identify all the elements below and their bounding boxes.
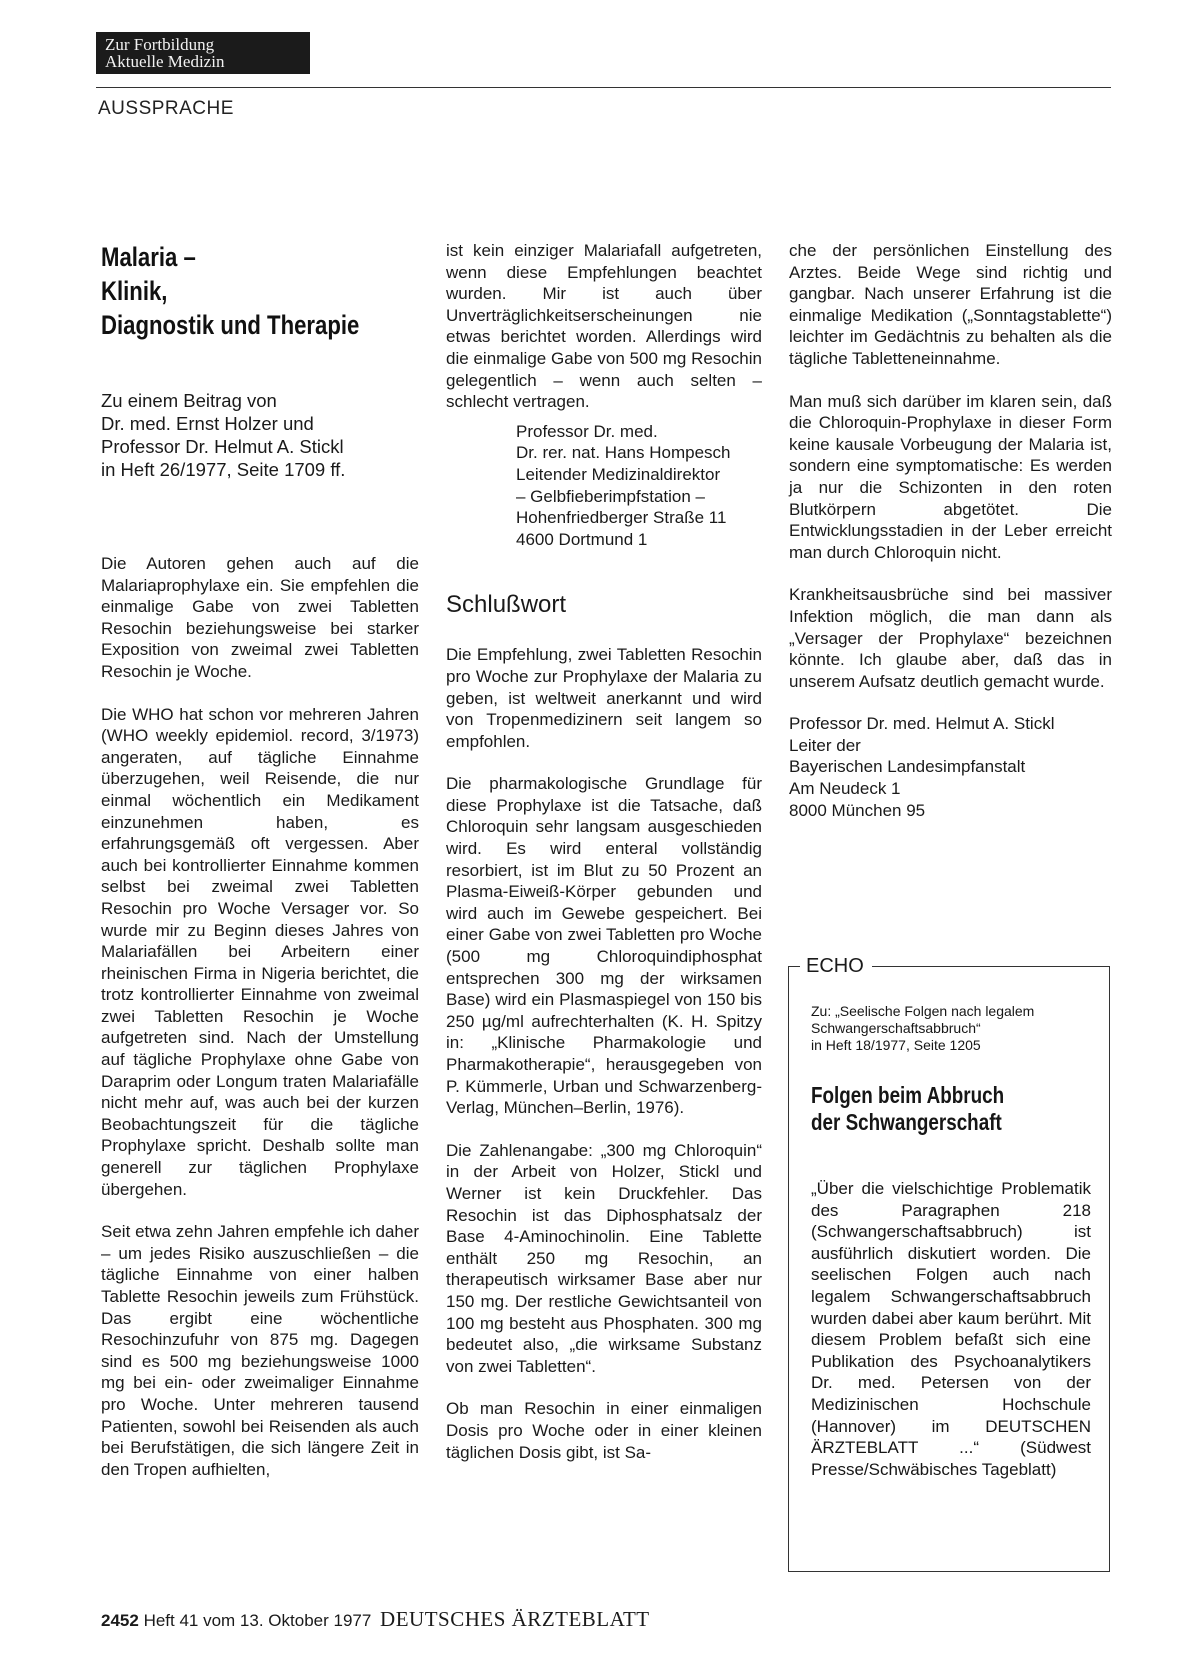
- paragraph: Die Autoren gehen auch auf die Malariaprophylaxe ein. Sie empfehlen die einmalige Gabe von zwei Tabletten Resochin beziehungsweise bei starker Exposition von zweimal zwei Tabletten Resochin je Woche.: [101, 554, 419, 681]
- echo-box-top-rule: [788, 966, 800, 967]
- author-signature: [516, 421, 762, 551]
- issue-info: Heft 41 vom 13. Oktober 1977: [143, 1611, 372, 1630]
- echo-reference-line: in Heft 18/1977, Seite 1205: [811, 1037, 981, 1053]
- reply-heading: Schlußwort: [446, 591, 567, 619]
- signature-line: Leitender Medizinaldirektor: [516, 464, 721, 484]
- signature-line: 4600 Dortmund 1: [516, 529, 648, 549]
- reference-line: in Heft 26/1977, Seite 1709 ff.: [101, 459, 346, 480]
- echo-reference-line: Zu: „Seelische Folgen nach legalem Schwangerschaftsabbruch“: [811, 1003, 1035, 1036]
- paragraph: Die WHO hat schon vor mehreren Jahren (WHO weekly epidemiol. record, 3/1973) angeraten, auf tägliche Einnahme überzugehen, weil Reisende, die nur einmal wöchentlich ein Medikament einzunehmen haben, es erfahrungsgemäß oft vergessen. Aber auch bei kontrollierter Einnahme kommen selbst bei zweimal zwei Tabletten Resochin pro Woche Versager vor. So wurde mir zu Beginn dieses Jahres von Malariafällen bei Arbeitern einer rheinischen Firma in Nigeria berichtet, die trotz kontrollierter Einnahme von zweimal zwei Tabletten Resochin je Woche aufgetreten sind. Nach der Umstellung auf tägliche Prophylaxe ohne Gabe von Daraprim oder Longum traten Malariafälle nicht mehr auf, was auch bei der kurzen Beobachtungszeit für die tägliche Prophylaxe spricht. Deshalb sollte man generell zur täglichen Prophylaxe übergehen.: [101, 704, 419, 1199]
- journal-name: DEUTSCHES ÄRZTEBLATT: [380, 1607, 650, 1631]
- column-3: [789, 240, 1112, 821]
- article-headline-line2: Klinik,: [101, 276, 168, 306]
- page-footer: [101, 1607, 650, 1632]
- paragraph: Krankheitsausbrüche sind bei massiver Infektion möglich, die man dann als „Versager der Prophylaxe“ bezeichnen könnte. Ich glaube aber, daß das in unserem Aufsatz deutlich gemacht wurde.: [789, 585, 1112, 691]
- column-1: [101, 240, 419, 1501]
- reference-line: Zu einem Beitrag von: [101, 390, 277, 411]
- reference-line: Dr. med. Ernst Holzer und: [101, 413, 314, 434]
- echo-reference: [811, 1003, 1091, 1054]
- signature-line: Leiter der: [789, 735, 861, 755]
- echo-headline-line2: der Schwangerschaft: [811, 1109, 1002, 1135]
- paragraph: Die Zahlenangabe: „300 mg Chloroquin“ in der Arbeit von Holzer, Stickl und Werner ist kein Druckfehler. Das Resochin ist das Diphosphatsalz der Base 4-Aminochinolin. Eine Tablette enthält 250 mg Resochin, an therapeutisch wirksamer Base aber nur 150 mg. Der restliche Gewichtsanteil von 100 mg besteht aus Phosphaten. 300 mg bedeutet also, „die wirksame Substanz von zwei Tabletten“.: [446, 1140, 762, 1376]
- department-label-line1: Zur Fortbildung: [105, 35, 215, 54]
- signature-line: 8000 München 95: [789, 800, 926, 820]
- paragraph: Die Empfehlung, zwei Tabletten Resochin pro Woche zur Prophylaxe der Malaria zu geben, ist weltweit anerkannt und wird von Tropenmedizinern seit langem so empfohlen.: [446, 645, 762, 751]
- signature-line: Dr. rer. nat. Hans Hompesch: [516, 443, 731, 463]
- column-2: [446, 240, 762, 1484]
- article-headline-line1: Malaria –: [101, 242, 196, 272]
- signature-line: Hohenfriedberger Straße 11: [516, 508, 727, 528]
- signature-line: Am Neudeck 1: [789, 779, 901, 799]
- signature-line: Professor Dr. med. Helmut A. Stickl: [789, 714, 1055, 734]
- paragraph: che der persönlichen Einstellung des Arztes. Beide Wege sind richtig und gangbar. Nach unserer Erfahrung ist die einmalige Medikation („Sonntagstablette“) leichter im Gedächtnis zu behalten als die tägliche Tabletteneinnahme.: [789, 241, 1112, 368]
- department-label-line2: Aktuelle Medizin: [105, 52, 225, 71]
- reference-line: Professor Dr. Helmut A. Stickl: [101, 436, 344, 457]
- article-reference: [101, 389, 419, 481]
- paragraph: Die pharmakologische Grundlage für diese Prophylaxe ist die Tatsache, daß Chloroquin sehr langsam ausgeschieden wird. Es wird enteral vollständig resorbiert, ist im Blut zu 50 Prozent an Plasma-Eiweiß-Körper gebunden und wird auch im Gewebe gespeichert. Bei einer Gabe von zwei Tabletten pro Woche (500 mg Chloroquindiphosphat entsprechen 300 mg der wirksamen Base) wird ein Plasmaspiegel von 150 bis 250 µg/ml aufrechterhalten (K. H. Spitzy in: „Klinische Pharmakologie und Pharmakotherapie“, herausgegeben von P. Kümmerle, Urban und Schwarzenberg-Verlag, München–Berlin, 1976).: [446, 774, 762, 1118]
- signature-line: – Gelbfieberimpfstation –: [516, 486, 705, 506]
- page-number: 2452: [101, 1611, 139, 1630]
- echo-quote: „Über die vielschichtige Problematik des Paragraphen 218 (Schwangerschaftsabbruch) ist ausführlich diskutiert worden. Die seelischen Folgen auch nach legalem Schwangerschaftsabbruch wurden dabei aber kaum berührt. Mit diesem Problem befaßt sich eine Publikation des Psychoanalytikers Dr. med. Petersen von der Medizinischen Hochschule (Hannover) im DEUTSCHEN ÄRZTEBLATT ...“ (Südwest Presse/Schwäbisches Tageblatt): [811, 1179, 1091, 1479]
- reply-signature: [789, 713, 1112, 821]
- signature-line: Bayerischen Landesimpfanstalt: [789, 757, 1026, 777]
- echo-title: ECHO: [806, 955, 864, 977]
- signature-line: Professor Dr. med.: [516, 421, 658, 441]
- echo-content: [811, 1003, 1091, 1480]
- paragraph: ist kein einziger Malariafall aufgetreten, wenn diese Empfehlungen beachtet wurden. Mir ist auch über Unverträglichkeitserscheinungen nie etwas berichtet worden. Allerdings wird die einmalige Gabe von 500 mg Resochin gelegentlich – wenn auch selten – schlecht vertragen.: [446, 241, 762, 412]
- section-label: AUSSPRACHE: [98, 98, 234, 119]
- header-rule: [96, 87, 1111, 88]
- echo-box-top-rule: [872, 966, 1110, 967]
- paragraph: Man muß sich darüber im klaren sein, daß die Chloroquin-Prophylaxe in dieser Form keine kausale Vorbeugung der Malaria ist, sondern eine symptomatische: Es werden ja nur die Schizonten in den roten Blutkörpern abgetötet. Die Entwicklungsstadien in der Leber erreicht man durch Chloroquin nicht.: [789, 391, 1112, 562]
- department-label: [96, 32, 310, 74]
- paragraph: Ob man Resochin in einer einmaligen Dosis pro Woche oder in einer kleinen täglichen Dosis gibt, ist Sa-: [446, 1399, 762, 1462]
- article-headline-line3: Diagnostik und Therapie: [101, 310, 360, 340]
- echo-headline-line1: Folgen beim Abbruch: [811, 1082, 1005, 1108]
- paragraph: Seit etwa zehn Jahren empfehle ich daher – um jedes Risiko auszuschließen – die tägliche Einnahme von einer halben Tablette Resochin jeweils zum Frühstück. Das ergibt eine wöchentliche Resochinzufuhr von 875 mg. Dagegen sind es 500 mg beziehungsweise 1000 mg bei ein- oder zweimaliger Einnahme pro Woche. Unter mehreren tausend Patienten, sowohl bei Reisenden als auch bei Berufstätigen, die sich längere Zeit in den Tropen aufhielten,: [101, 1222, 419, 1479]
